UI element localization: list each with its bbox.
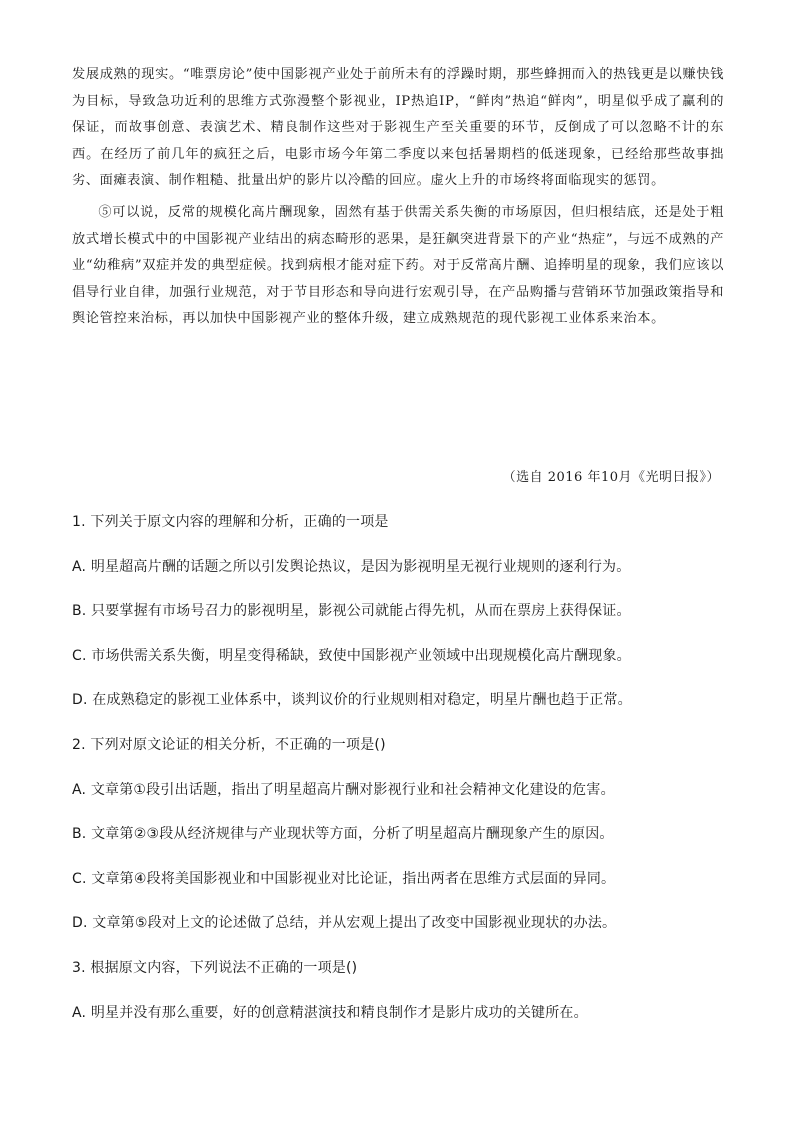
question-1-option-d: D. 在成熟稳定的影视工业体系中，谈判议价的行业规则相对稳定，明星片酬也趋于正常。 xyxy=(72,692,632,709)
question-2-stem: 2. 下列对原文论证的相关分析，不正确的一项是() xyxy=(72,736,386,753)
question-2-option-d: D. 文章第⑤段对上文的论述做了总结，并从宏观上提出了改变中国影视业现状的办法。 xyxy=(72,915,617,932)
question-3-stem: 3. 根据原文内容，下列说法不正确的一项是() xyxy=(72,959,358,976)
passage-paragraph-5: ⑤可以说，反常的规模化高片酬现象，固然有基于供需关系失衡的市场原因，但归根结底，还是处于粗放式增长模式中的中国影视产业结出的病态畸形的恶果，是狂飙突进背景下的产业“热症”，与远不成熟的产业“幼稚病”双症并发的典型症候。找到病根才能对症下药。对于反常高片酬、追捧明星的现象，我们应该以倡导行业自律，加强行业规范，对于节目形态和导向进行宏观引导，在产品购播与营销环节加强政策指导和舆论管控来治标，再以加快中国影视产业的整体升级，建立成熟规范的现代影视工业体系来治本。 xyxy=(72,204,724,327)
question-1-option-b: B. 只要掌握有市场号召力的影视明星，影视公司就能占得先机，从而在票房上获得保证。 xyxy=(72,603,631,620)
question-1-stem: 1. 下列关于原文内容的理解和分析，正确的一项是 xyxy=(72,514,389,530)
question-1-option-c: C. 市场供需关系失衡，明星变得稀缺，致使中国影视产业领域中出现规模化高片酬现象。 xyxy=(72,647,631,664)
question-1-option-a: A. 明星超高片酬的话题之所以引发舆论热议，是因为影视明星无视行业规则的逐利行为。 xyxy=(72,558,631,575)
passage-paragraph-4-continued: 发展成熟的现实。“唯票房论”使中国影视产业处于前所未有的浮躁时期，那些蜂拥而入的热钱更是以赚快钱为目标，导致急功近利的思维方式弥漫整个影视业，IP热追IP，“鲜肉”热追“鲜肉”，明星似乎成了赢利的保证，而故事创意、表演艺术、精良制作这些对于影视生产至关重要的环节，反倒成了可以忽略不计的东西。在经历了前几年的疯狂之后，电影市场今年第二季度以来包括暑期档的低迷现象，已经给那些故事拙劣、面瘫表演、制作粗糙、批量出炉的影片以冷酷的回应。虚火上升的市场终将面临现实的惩罚。 xyxy=(72,67,724,189)
reading-passage xyxy=(72,62,724,333)
passage-source: （选自 2016 年10月《光明日报》） xyxy=(502,470,720,485)
question-2-option-a: A. 文章第①段引出话题，指出了明星超高片酬对影视行业和社会精神文化建设的危害。 xyxy=(72,781,615,798)
question-3-option-a: A. 明星并没有那么重要，好的创意精湛演技和精良制作才是影片成功的关键所在。 xyxy=(72,1004,588,1021)
question-2-option-c: C. 文章第④段将美国影视业和中国影视业对比论证，指出两者在思维方式层面的异同。 xyxy=(72,870,616,887)
question-2-option-b: B. 文章第②③段从经济规律与产业现状等方面，分析了明星超高片酬现象产生的原因。 xyxy=(72,826,614,843)
question-list xyxy=(72,510,732,1045)
